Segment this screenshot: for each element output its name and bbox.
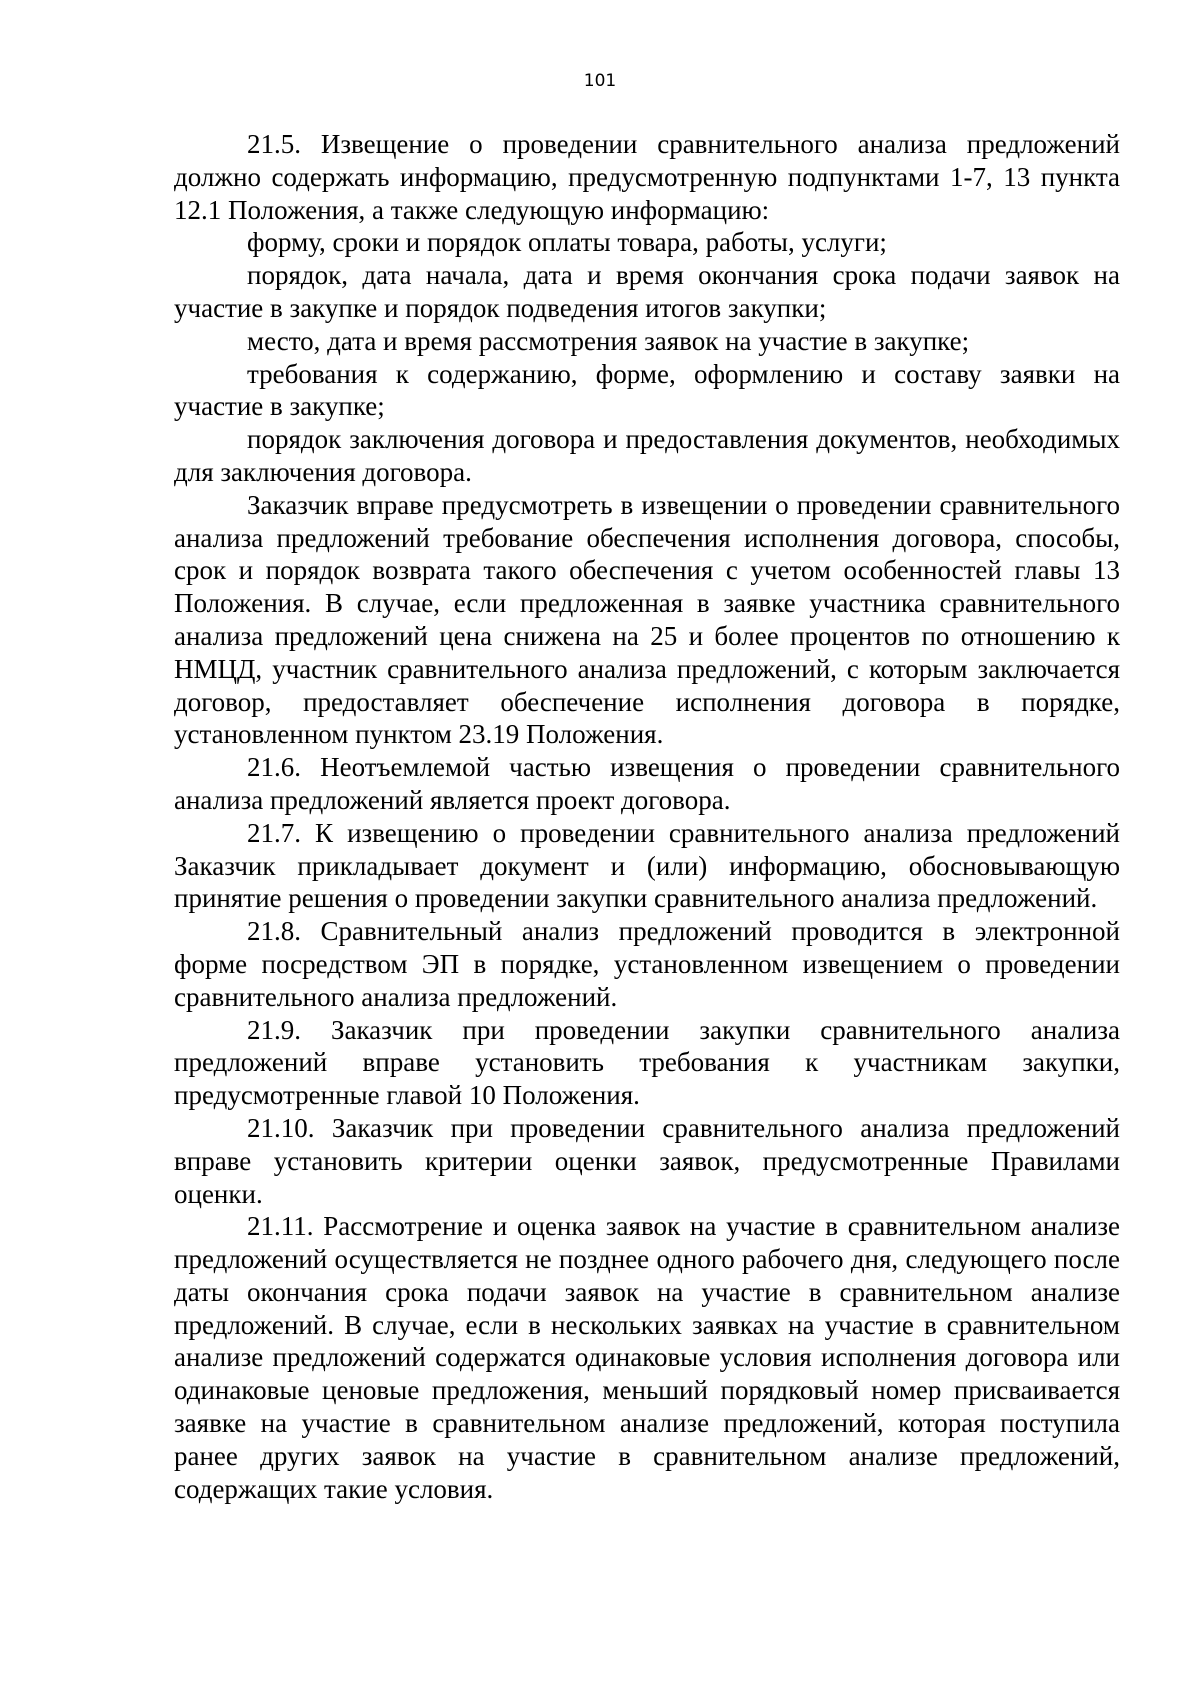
- paragraph-21-11: 21.11. Рассмотрение и оценка заявок на участие в сравнительном анализе предложений осуществляется не позднее одного рабочего дня, следующего после даты окончания срока подачи заявок на участие в сравнительном анализе предложений. В случае, если в нескольких заявках на участие в сравнительном анализе предложений содержатся одинаковые условия исполнения договора или одинаковые ценовые предложения, меньший порядковый номер присваивается заявке на участие в сравнительном анализе предложений, которая поступила ранее других заявок на участие в сравнительном анализе предложений, содержащих такие условия.: [174, 1211, 1120, 1504]
- paragraph-21-7: 21.7. К извещению о проведении сравнительного анализа предложений Заказчик прикладывает документ и (или) информацию, обосновывающую принятие решения о проведении закупки сравнительного анализа предложений.: [174, 817, 1120, 914]
- paragraph-21-9: 21.9. Заказчик при проведении закупки сравнительного анализа предложений вправе установить требования к участникам закупки, предусмотренные главой 10 Положения.: [174, 1014, 1120, 1111]
- paragraph-21-5: 21.5. Извещение о проведении сравнительного анализа предложений должно содержать информацию, предусмотренную подпунктами 1-7, 13 пункта 12.1 Положения, а также следующую информацию:: [174, 129, 1120, 225]
- paragraph-contract-security: Заказчик вправе предусмотреть в извещении о проведении сравнительного анализа предложений требование обеспечения исполнения договора, способы, срок и порядок возврата такого обеспечения с учетом особенностей главы 13 Положения. В случае, если предложенная в заявке участника сравнительного анализа предложений цена снижена на 25 и более процентов по отношению к НМЦД, участник сравнительного анализа предложений, с которым заключается договор, предоставляет обеспечение исполнения договора в порядке, установленном пунктом 23.19 Положения.: [174, 489, 1120, 750]
- paragraph-payment-terms: форму, сроки и порядок оплаты товара, работы, услуги;: [247, 227, 887, 258]
- paragraph-21-10: 21.10. Заказчик при проведении сравнительного анализа предложений вправе установить критерии оценки заявок, предусмотренные Правилами оценки.: [174, 1112, 1120, 1209]
- page-number: 101: [583, 71, 617, 91]
- paragraph-application-requirements: требования к содержанию, форме, оформлению и составу заявки на участие в закупке;: [174, 358, 1120, 422]
- paragraph-application-procedure: порядок, дата начала, дата и время окончания срока подачи заявок на участие в закупке и порядок подведения итогов закупки;: [174, 260, 1120, 323]
- paragraph-21-8: 21.8. Сравнительный анализ предложений проводится в электронной форме посредством ЭП в порядке, установленном извещением о проведении сравнительного анализа предложений.: [174, 916, 1120, 1012]
- document-body: [174, 128, 1120, 1505]
- paragraph-21-6: 21.6. Неотъемлемой частью извещения о проведении сравнительного анализа предложений является проект договора.: [174, 752, 1120, 815]
- paragraph-contract-conclusion: порядок заключения договора и предоставления документов, необходимых для заключения договора.: [174, 424, 1120, 487]
- paragraph-review-place-date: место, дата и время рассмотрения заявок на участие в закупке;: [247, 325, 970, 356]
